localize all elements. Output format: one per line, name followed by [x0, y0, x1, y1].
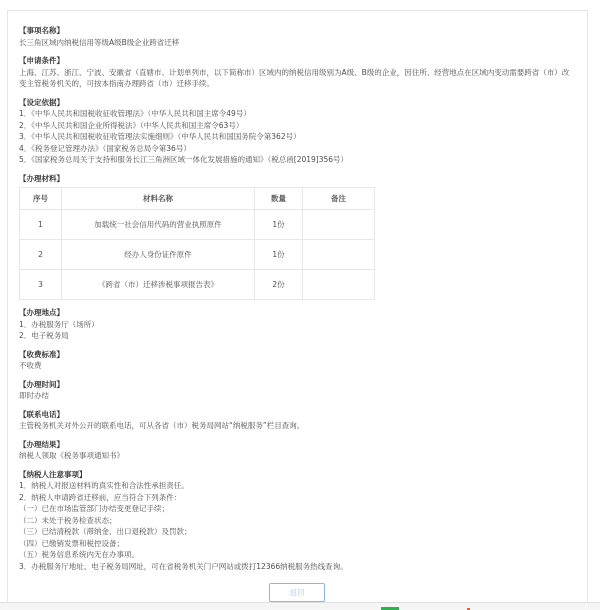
list-item: （一）已在市场监管部门办结变更登记手续；: [19, 504, 169, 513]
section-title: 【办理结果】: [19, 439, 64, 449]
section-title: 【办理材料】: [19, 173, 64, 183]
section-content: 长三角区域内纳税信用等级A级B级企业跨省迁移: [19, 37, 180, 47]
section-time: [19, 379, 575, 402]
table-cell: 1份: [255, 240, 303, 270]
section-title: 【联系电话】: [19, 409, 64, 419]
table-cell: 1: [20, 210, 62, 240]
back-button[interactable]: 返回: [269, 583, 325, 602]
table-cell: 1份: [255, 210, 303, 240]
section-title: 【纳税人注意事项】: [19, 469, 87, 479]
materials-table: [19, 187, 375, 300]
content-panel: [7, 10, 588, 602]
section-location: [19, 307, 575, 342]
table-cell: 加载统一社会信用代码的营业执照原件: [62, 210, 255, 240]
list-item: （三）已结清税款（滞纳金、出口退税款）及罚款；: [19, 527, 192, 536]
section-content: 上海、江苏、浙江、宁波、安徽省（直辖市、计划单列市，以下简称市）区域内的纳税信用级别为A级、B级的企业，因住所、经营地点在区域内变动需要跨省（市）改变主管税务机关的，可按本指南办理跨省（市）迁移手续。: [19, 67, 570, 88]
table-header-cell: 材料名称: [62, 188, 255, 210]
section-notes: [19, 469, 575, 573]
section-result: [19, 439, 575, 462]
section-item-name: [19, 25, 575, 48]
table-header-cell: 备注: [303, 188, 375, 210]
list-item: 1．纳税人对报送材料的真实性和合法性承担责任。: [19, 481, 189, 490]
table-cell: 2: [20, 240, 62, 270]
list-item: 5．《国家税务总局关于支持和服务长江三角洲区域一体化发展措施的通知》（税总函[2019]356号）: [19, 155, 349, 164]
list-item: 3．《中华人民共和国税收征收管理法实施细则》（中华人民共和国国务院令第362号）: [19, 132, 301, 141]
section-title: 【办理地点】: [19, 308, 64, 317]
button-row: [19, 580, 575, 602]
table-cell: [303, 270, 375, 300]
list-item: （二）未处于税务检查状态；: [19, 515, 117, 525]
list-item: 1．《中华人民共和国税收征收管理法》（中华人民共和国主席令49号）: [19, 109, 251, 118]
table-header-cell: 数量: [255, 188, 303, 210]
list-item: 1．办税服务厅（场所）: [19, 319, 99, 329]
list-item: （四）已缴销发票和税控设备；: [19, 538, 124, 548]
list-item: 2．电子税务局: [19, 331, 69, 340]
table-cell: [303, 210, 375, 240]
list-item: 2．《中华人民共和国企业所得税法》（中华人民共和国主席令63号）: [19, 120, 244, 130]
footer-strip: [0, 602, 600, 610]
section-legal-basis: [19, 97, 575, 166]
table-cell: 2份: [255, 270, 303, 300]
section-content: 纳税人领取《税务事项通知书》: [19, 451, 124, 460]
list-item: 3．办税服务厅地址、电子税务局网址，可在省税务机关门户网站或拨打12366纳税服务热线查询。: [19, 561, 348, 571]
table-row: [20, 210, 375, 240]
section-content: 即时办结: [19, 391, 49, 400]
list-item: 2．纳税人申请跨省迁移前，应当符合下列条件：: [19, 492, 182, 502]
section-title: 【申请条件】: [19, 56, 64, 65]
table-cell: 《跨省（市）迁移涉税事项报告表》: [62, 270, 255, 300]
section-content: 主管税务机关对外公开的联系电话，可从各省（市）税务局网站“纳税服务”栏目查询。: [19, 421, 305, 430]
list-item: （五）税务信息系统内无在办事项。: [19, 550, 139, 559]
table-cell: 3: [20, 270, 62, 300]
table-cell: [303, 240, 375, 270]
table-header-cell: 序号: [20, 188, 62, 210]
table-row: [20, 270, 375, 300]
table-row: [20, 240, 375, 270]
section-title: 【事项名称】: [19, 26, 64, 35]
table-header-row: [20, 188, 375, 210]
table-cell: 经办人身份证件原件: [62, 240, 255, 270]
section-materials: [19, 173, 575, 301]
section-phone: [19, 409, 575, 432]
section-content: 不收费: [19, 361, 42, 370]
section-apply-conditions: [19, 55, 575, 90]
list-item: 4．《税务登记管理办法》（国家税务总局令第36号）: [19, 143, 191, 153]
section-title: 【办理时间】: [19, 379, 64, 389]
section-fee: [19, 349, 575, 372]
section-title: 【设定依据】: [19, 97, 64, 107]
section-title: 【收费标准】: [19, 349, 64, 359]
